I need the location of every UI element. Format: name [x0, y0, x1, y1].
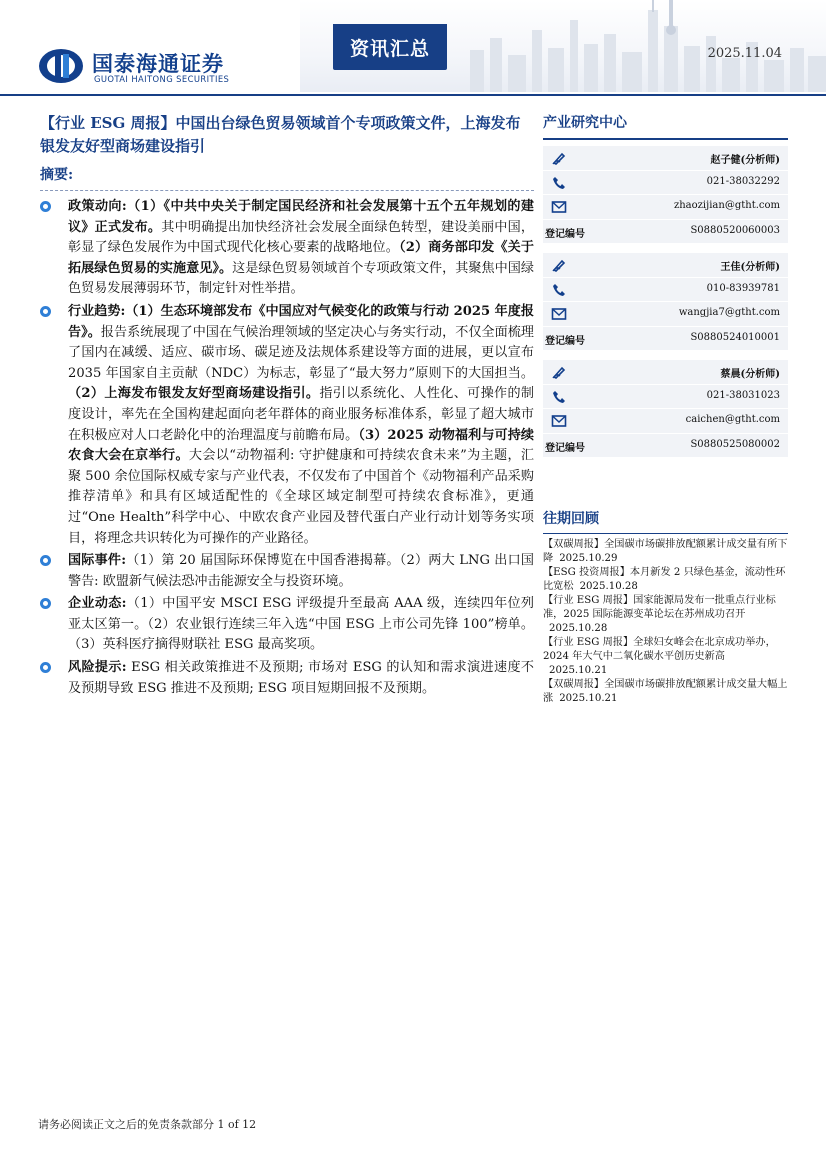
past-issue-date: 2025.10.28 — [549, 623, 608, 634]
section-tab: 资讯汇总 — [333, 24, 447, 70]
sidebar-divider — [543, 138, 788, 140]
analyst-name: 赵子健(分析师) — [710, 155, 780, 166]
analyst-reg-no: S0880525080002 — [690, 438, 780, 450]
bullet-dot-icon — [40, 555, 51, 566]
abstract-label: 摘要: — [40, 167, 74, 183]
header-divider — [0, 94, 826, 96]
bullet-body-text: 报告系统展现了中国在气候治理领域的坚定决心与务实行动，不仅全面梳理了国内在减缓、适应、碳市场、碳足迹及法规体系建设等方面的进展，更以宣布 2035 年国家自主贡献（NDC）为标志，彰显了“最大努力”原则下的大国担当。 — [68, 324, 535, 381]
email-icon — [551, 413, 567, 429]
bullet-body-text: 这是绿色贸易领域首个专项政策文件，其聚焦中国绿色贸易发展薄弱环节，制定针对性举措。 — [68, 260, 535, 297]
phone-icon — [551, 175, 567, 191]
abstract-bullet — [40, 658, 534, 699]
past-issues-list — [543, 538, 788, 706]
phone-icon — [551, 389, 567, 405]
bullet-body-text: 其中明确提出加快经济社会发展全面绿色转型，建设美丽中国，彰显了绿色发展作为中国式现代化核心要素的战略地位。 — [68, 219, 535, 256]
bullet-heading-text: 行业趋势:（1）生态环境部发布《中国应对气候变化的政策与行动 2025 年度报告》。 — [68, 303, 534, 340]
bullet-heading-text: （2）上海发布银发友好型商场建设指引。 — [68, 386, 320, 402]
brand-name-cn: 国泰海通证券 — [92, 52, 224, 76]
email-icon — [551, 306, 567, 322]
past-issue-date: 2025.10.28 — [579, 581, 638, 592]
past-issue-title: 【ESG 投资周报】本月新发 2 只绿色基金，流动性环比宽松 — [543, 567, 786, 592]
bullet-heading-text: 政策动向:（1）《中共中央关于制定国民经济和社会发展第十五个五年规划的建议》正式发布。 — [68, 199, 534, 235]
past-issue-date: 2025.10.29 — [559, 553, 618, 564]
abstract-bullet — [40, 551, 534, 592]
bullet-dot-icon — [40, 662, 51, 673]
analyst-name-row — [543, 253, 788, 277]
page-header — [0, 0, 826, 96]
past-issue-title: 【行业 ESG 周报】全球妇女峰会在北京成功举办，2024 年大气中二氧化碳水平创历史新高 — [543, 637, 776, 662]
sidebar — [543, 112, 788, 706]
reg-label: 登记编号 — [545, 335, 585, 347]
analyst-card — [543, 253, 788, 350]
past-issue-date: 2025.10.21 — [549, 665, 608, 676]
analyst-card — [543, 360, 788, 457]
analyst-reg-no: S0880520060003 — [690, 224, 780, 236]
analyst-email[interactable]: wangjia7@gtht.com — [678, 307, 780, 318]
bullet-dot-icon — [40, 598, 51, 609]
bullet-body-text: （1）中国平安 MSCI ESG 评级提升至最高 AAA 级，连续四年位列亚太区第一。（2）农业银行连续三年入选“中国 ESG 上市公司先锋 100”榜单。（3）英科医疗摘得财联社 ESG 最高奖项。 — [68, 596, 534, 653]
analyst-name-row — [543, 360, 788, 384]
logo-mark-icon — [38, 48, 84, 84]
analyst-name: 蔡晨(分析师) — [720, 369, 780, 380]
pen-icon — [551, 364, 567, 380]
analyst-phone-row — [543, 278, 788, 302]
analyst-phone: 021-38031023 — [706, 389, 780, 401]
email-icon — [551, 199, 567, 215]
analyst-name: 王佳(分析师) — [720, 262, 780, 273]
analyst-reg-no-row — [543, 220, 788, 244]
analyst-email-row — [543, 302, 788, 326]
bullet-body-text: （1）第 20 届国际环保博览在中国香港揭幕。（2）两大 LNG 出口国警告: 欧盟新气候法恐冲击能源安全与投资环境。 — [68, 553, 534, 589]
analyst-phone: 021-38032292 — [706, 175, 780, 187]
analyst-phone: 010-83939781 — [706, 282, 780, 294]
bullet-dot-icon — [40, 201, 51, 212]
bullet-body-text: 大会以“动物福利: 守护健康和可持续农食未来”为主题，汇聚 500 余位国际权威专家与产业代表，不仅发布了中国首个《动物福利产品采购推荐清单》和具有区域适配性的《全球区域定制型可持续农食标准》，更通过“One Health”科学中心、中欧农食产业园及替代蛋白产业行动计划等务实项目，将理念共识转化为可操作的产业路径。 — [68, 448, 535, 546]
analyst-reg-no-row — [543, 327, 788, 351]
analyst-email[interactable]: caichen@gtht.com — [685, 414, 780, 425]
analyst-phone-row — [543, 171, 788, 195]
reg-label: 登记编号 — [545, 228, 585, 240]
past-issue-title: 【行业 ESG 周报】国家能源局发布一批重点行业标准，2025 国际能源变革论坛在苏州成功召开 — [543, 595, 776, 620]
past-issue-date: 2025.10.21 — [559, 693, 618, 704]
footer-disclaimer: 请务必阅读正文之后的免责条款部分 1 of 12 — [38, 1118, 257, 1131]
abstract-bullet — [40, 302, 534, 549]
analyst-card — [543, 146, 788, 243]
past-issue-link[interactable] — [543, 594, 788, 636]
bullet-heading-text: 企业动态: — [68, 596, 127, 612]
bullet-dot-icon — [40, 306, 51, 317]
bullet-heading-text: 国际事件: — [68, 553, 127, 569]
past-issues-title: 往期回顾 — [543, 511, 599, 527]
phone-icon — [551, 282, 567, 298]
past-issue-title: 【双碳周报】全国碳市场碳排放配额累计成交量大幅上涨 — [543, 679, 788, 704]
past-issues-divider — [543, 533, 788, 534]
past-issue-title: 【双碳周报】全国碳市场碳排放配额累计成交量有所下降 — [543, 539, 788, 564]
past-issue-link[interactable] — [543, 678, 788, 706]
past-issue-link[interactable] — [543, 566, 788, 594]
analyst-email-row — [543, 409, 788, 433]
report-date: 2025.11.04 — [707, 46, 782, 61]
brand-name-en: GUOTAI HAITONG SECURITIES — [94, 74, 230, 84]
company-logo — [38, 48, 248, 86]
abstract-bullets — [40, 197, 534, 699]
reg-label: 登记编号 — [545, 442, 585, 454]
bullet-body-text: ESG 相关政策推进不及预期; 市场对 ESG 的认知和需求演进速度不及预期导致 ESG 推进不及预期; ESG 项目短期回报不及预期。 — [68, 660, 534, 696]
main-column — [40, 112, 534, 701]
pen-icon — [551, 150, 567, 166]
analyst-list — [543, 146, 788, 457]
past-issue-link[interactable] — [543, 636, 788, 678]
bullet-heading-text: （3）2025 动物福利与可持续农食大会在京举行。 — [68, 427, 535, 464]
analyst-reg-no-row — [543, 434, 788, 458]
abstract-bullet — [40, 594, 534, 656]
analyst-phone-row — [543, 385, 788, 409]
abstract-divider — [40, 190, 534, 191]
analyst-email-row — [543, 195, 788, 219]
past-issue-link[interactable] — [543, 538, 788, 566]
bullet-heading-text: （2）商务部印发《关于拓展绿色贸易的实施意见》。 — [68, 240, 535, 276]
analyst-name-row — [543, 146, 788, 170]
pen-icon — [551, 257, 567, 273]
report-title: 【行业 ESG 周报】中国出台绿色贸易领域首个专项政策文件，上海发布银发友好型商场建设指引 — [40, 114, 521, 155]
abstract-bullet — [40, 197, 534, 300]
bullet-body-text: 指引以系统化、人性化、可操作的制度设计，率先在全国构建起面向老年群体的商业服务标准体系，彰显了超大城市在积极应对人口老龄化中的治理温度与前瞻布局。 — [68, 386, 534, 443]
analyst-reg-no: S0880524010001 — [690, 331, 780, 343]
bullet-heading-text: 风险提示: — [68, 660, 127, 676]
sidebar-title: 产业研究中心 — [543, 115, 627, 131]
analyst-email[interactable]: zhaozijian@gtht.com — [673, 200, 780, 211]
